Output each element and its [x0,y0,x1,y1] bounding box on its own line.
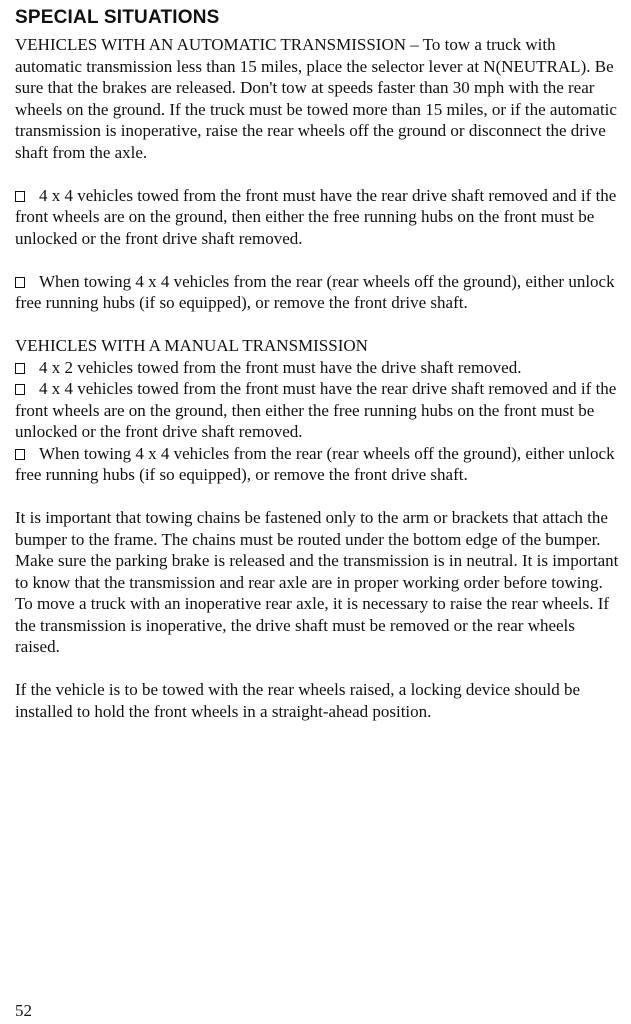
towing-chains-paragraph: It is important that towing chains be fastened only to the arm or brackets that attach the bumper to the frame. The chains must be routed under the bottom edge of the bumper. Make sure the parking brake is released and the transmission is in neutral. It is important to know that the transmission and rear axle are in proper working order before towing. To move a truck with an inoperative rear axle, it is necessary to raise the rear wheels. If the transmission is inoperative, the drive shaft must be removed or the rear wheels raised. [15,508,619,656]
automatic-transmission-body: To tow a truck with automatic transmission less than 15 miles, place the selector lever at N(NEUTRAL). Be sure that the brakes are released. Don't tow at speeds faster than 30 mph with the rear wheels on the ground. If the truck must be towed more than 15 miles, or if the automatic transmission is inoperative, raise the rear wheels off the ground or disconnect the drive shaft from the axle. [15,35,617,162]
manual-page [15,6,619,722]
manual-item-4x4-front [15,378,619,443]
section-title: SPECIAL SITUATIONS [15,7,220,28]
checkbox-icon [15,277,25,288]
checkbox-icon [15,384,25,395]
item-text: When towing 4 x 4 vehicles from the rear (rear wheels off the ground), either unlock free running hubs (if so equipped), or remove the front drive shaft. [15,443,615,484]
checkbox-icon [15,449,25,460]
checkbox-icon [15,363,25,374]
manual-transmission-heading: VEHICLES WITH A MANUAL TRANSMISSION [15,336,368,355]
item-text: When towing 4 x 4 vehicles from the rear (rear wheels off the ground), either unlock free running hubs (if so equipped), or remove the front drive shaft. [15,271,615,312]
manual-item-4x2 [15,357,619,379]
checkbox-icon [15,191,25,202]
automatic-item-front-tow [15,185,619,250]
item-text: 4 x 4 vehicles towed from the front must have the rear drive shaft removed and if the front wheels are on the ground, then either the free running hubs on the front must be unlocked or the front drive shaft removed. [15,185,617,248]
automatic-transmission-lead: VEHICLES WITH AN AUTOMATIC TRANSMISSION [15,35,407,54]
page-number: 52 [15,1001,32,1020]
automatic-item-rear-tow [15,271,619,314]
manual-item-4x4-rear [15,443,619,486]
locking-device-paragraph: If the vehicle is to be towed with the rear wheels raised, a locking device should be installed to hold the front wheels in a straight-ahead position. [15,680,581,721]
item-text: 4 x 2 vehicles towed from the front must have the drive shaft removed. [39,357,522,377]
item-text: 4 x 4 vehicles towed from the front must have the rear drive shaft removed and if the front wheels are on the ground, then either the free running hubs on the front must be unlocked or the front drive shaft removed. [15,379,617,441]
automatic-transmission-paragraph [15,34,619,163]
lead-dash: – [406,35,423,54]
